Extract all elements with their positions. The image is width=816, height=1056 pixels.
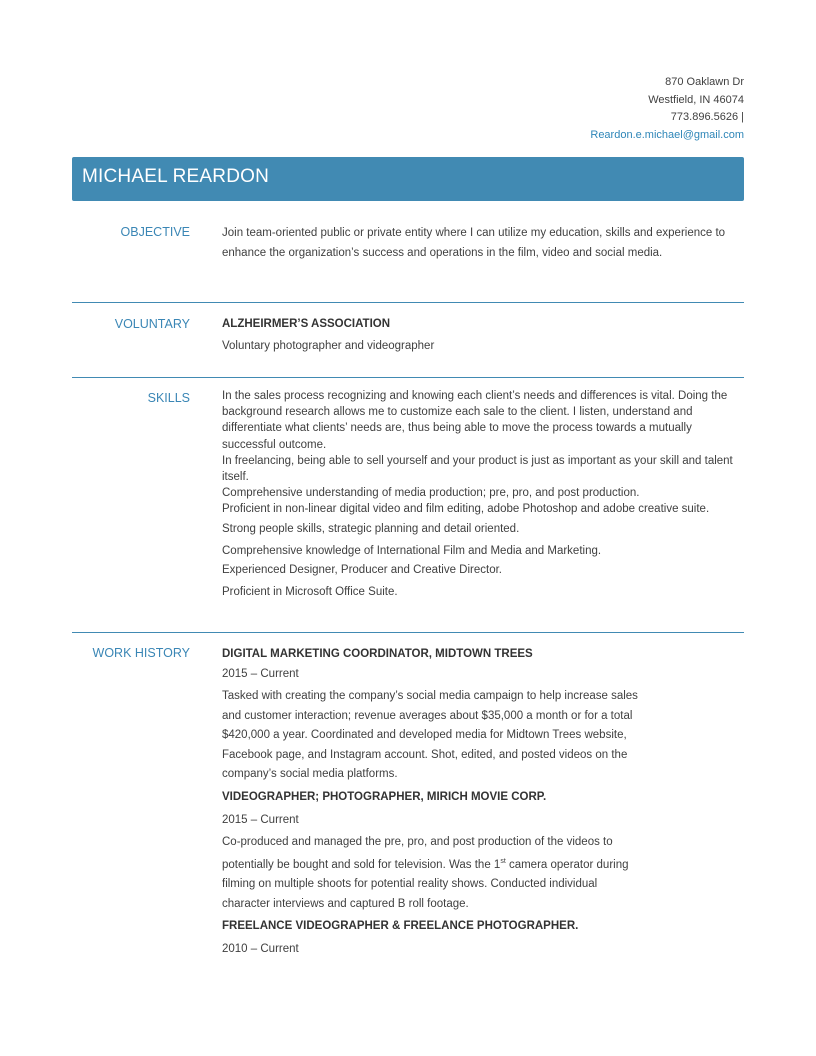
contact-phone: 773.896.5626 | (670, 111, 744, 123)
job-dates: 2015 – Current (222, 813, 299, 826)
candidate-name: MICHAEL REARDON (82, 166, 270, 187)
contact-city: Westfield, IN 46074 (648, 93, 744, 106)
skill-item: Strong people skills, strategic planning and detail oriented. (222, 522, 520, 535)
skill-item: Experienced Designer, Producer and Creative Director. (222, 564, 502, 577)
job-description: Co-produced and managed the pre, pro, and post production of the videos to potentially be bought and sold for television. Was the 1st camera operator during filming on multiple shoots for potential reality shows. Conducted individual character interviews and captured B roll footage. (222, 835, 629, 910)
contact-email-link[interactable]: Reardon.e.michael@gmail.com (590, 128, 744, 141)
skill-item: Comprehensive knowledge of International Film and Media and Marketing. (222, 544, 602, 557)
contact-street: 870 Oaklawn Dr (665, 76, 744, 88)
section-divider (72, 302, 744, 303)
contact-block (444, 74, 744, 144)
job-title: FREELANCE VIDEOGRAPHER & FREELANCE PHOTOGRAPHER. (222, 920, 579, 933)
skill-item: Comprehensive understanding of media production; pre, pro, and post production. (222, 487, 640, 500)
section-label-voluntary: VOLUNTARY (114, 317, 190, 331)
skill-item: Proficient in Microsoft Office Suite. (222, 586, 398, 599)
voluntary-org: ALZHEIRMER’S ASSOCIATION (222, 318, 391, 330)
section-divider (72, 632, 744, 633)
voluntary-role: Voluntary photographer and videographer (222, 340, 435, 352)
section-label-work-history: WORK HISTORY (92, 646, 190, 660)
name-banner (72, 157, 744, 201)
skill-item: In the sales process recognizing and knowing each client’s needs and differences is vital. Doing the background research allows me to customize each sale to the client. I listen, understand and differentiate what clients’ needs are, thus being able to move the process towards a mutually successful outcome. (222, 390, 728, 451)
job-title: DIGITAL MARKETING COORDINATOR, MIDTOWN TREES (222, 648, 533, 660)
job-dates: 2010 – Current (222, 943, 299, 956)
job-title: VIDEOGRAPHER; PHOTOGRAPHER, MIRICH MOVIE CORP. (222, 790, 547, 803)
skill-item: In freelancing, being able to sell yourself and your product is just as important as your skill and talent itself. (222, 454, 733, 484)
job-dates: 2015 – Current (222, 668, 299, 680)
section-divider (72, 377, 744, 378)
section-label-skills: SKILLS (147, 391, 190, 405)
section-label-objective: OBJECTIVE (120, 225, 190, 239)
job-description: Tasked with creating the company’s social media campaign to help increase sales and customer interaction; revenue averages about $35,000 a month or for a total $420,000 a year. Coordinated and developed media for Midtown Trees website, Facebook page, and Instagram account. Shot, edited, and posted videos on the company’s social media platforms. (222, 690, 638, 780)
objective-text: Join team-oriented public or private entity where I can utilize my education, skills and experience to enhance the organization’s success and operations in the film, video and social media. (222, 227, 726, 259)
skill-item: Proficient in non-linear digital video and film editing, adobe Photoshop and adobe creative suite. (222, 503, 710, 516)
